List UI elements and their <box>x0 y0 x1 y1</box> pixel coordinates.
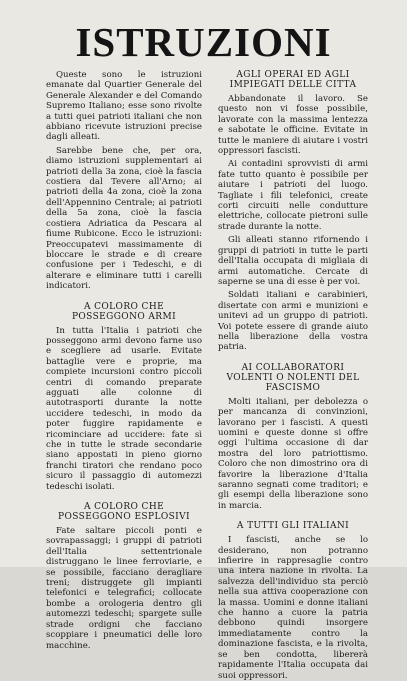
heading-arms: A COLORO CHE POSSEGGONO ARMI <box>71 301 177 322</box>
all-italians-paragraph: I fascisti, anche se lo desiderano, non potranno infierire in rappresaglie contro una intera nazione in rivolta. La salvezza dell'individuo sta perciò nella sua attiva cooperazione con la massa. Uomini e donne italiani che hanno a cuore la patria debbono quindi insorgere immediatamente contro la dominazione fascista, e la rivolta, se ben condotta, libererà rapidamente l'Italia occupata dai suoi oppressori. <box>218 535 368 681</box>
page-title: ISTRUZIONI <box>75 19 332 65</box>
heading-workers: AGLI OPERAI ED AGLI IMPIEGATI DELLE CITTA <box>229 70 357 90</box>
intro-paragraph: Queste sono le istruzioni emanate dal Quartier Generale del Generale Alexander e del Comando Supremo Italiano; esse sono rivolte a tutti quei patrioti italiani che non abbiano ricevute istruzioni precise dagli alleati. <box>46 70 202 143</box>
workers-paragraph-3: Gli alleati stanno rifornendo i gruppi di patrioti in tutte le parti dell'Italia occupata di migliaia di armi automatiche. Cercate di saperne se una di esse è per voi. <box>218 235 368 287</box>
workers-paragraph-2: Ai contadini sprovvisti di armi fate tutto quanto è possibile per aiutare i patrioti del luogo. Tagliate i fili telefonici, create corti circuiti nelle condutture elettriche, collocate pietroni sulle strade durante la notte. <box>218 159 368 232</box>
workers-paragraph-4: Soldati italiani e carabinieri, disertate con armi e munizioni e unitevi ad un gruppo di patrioti. Voi potete essere di grande aiuto nella liberazione della vostra patria. <box>218 290 368 353</box>
heading-explosives: A COLORO CHE POSSEGGONO ESPLOSIVI <box>58 502 190 523</box>
right-column <box>218 70 368 681</box>
collaborators-paragraph: Molti italiani, per debolezza o per mancanza di convinzioni, lavorano per i fascisti. A questi uomini e queste donne si offre oggi l'ultima occasione di dar mostra del loro patriottismo. Coloro che non dimostrino ora di favorire la liberazione d'Italia saranno segnati come traditori; e gli esempi della liberazione sono in marcia. <box>218 396 368 511</box>
heading-all-italians: A TUTTI GLI ITALIANI <box>236 521 350 532</box>
workers-paragraph-1: Abbandonate il lavoro. Se questo non vi fosse possibile, lavorate con la massima lentezza e sabotate le officine. Evitate in tutte le maniere di aiutare i vostri oppressori fascisti. <box>218 94 368 157</box>
left-column <box>46 70 202 651</box>
explosives-paragraph: Fate saltare piccoli ponti e sovrapassaggi; i gruppi di patrioti dell'Italia settentrionale distruggano le linee ferroviarie, e se possibile, facciano deragliare treni; distruggete gli impianti telefonici e telegrafici; collocate bombe a orologeria dentro gli automezzi tedeschi; spargete sulle strade ordigni che facciano scoppiare i pneumatici delle loro macchine. <box>46 526 202 651</box>
zones-paragraph: Sarebbe bene che, per ora, diamo istruzioni supplementari ai patrioti della 3a zona, cioè la fascia costiera dal Tevere all'Arno; ai patrioti della 4a zona, cioè la zona dell'Appennino Centrale; ai patrioti della 5a zona, cioè la fascia costiera Adriatica da Pescara al fiume Rubicone. Ecco le istruzioni: Preoccupatevi massimamente di bloccare le strade e di creare confusione per i Tedeschi, e di alterare e eliminare tutti i carelli indicatori. <box>46 145 202 292</box>
arms-paragraph: In tutta l'Italia i patrioti che posseggono armi devono farne uso e scegliere ad usarle. Evitate battaglie vere e proprie, ma compiete incursioni contro piccoli centri di comando preparate agguati alle colonne di autotrasporti durante la notte uccidere tedeschi, in modo da poter fuggire rapidamente e ricominciare ad uccidere: fate sì che in tutte le strade secondarie siano appostati in pieno giorno franchi tiratori che rendano poco sicuro il passaggio di automezzi tedeschi isolati. <box>46 325 202 492</box>
heading-collaborators: AI COLLABORATORI VOLENTI O NOLENTI DEL FASCISMO <box>226 362 360 393</box>
